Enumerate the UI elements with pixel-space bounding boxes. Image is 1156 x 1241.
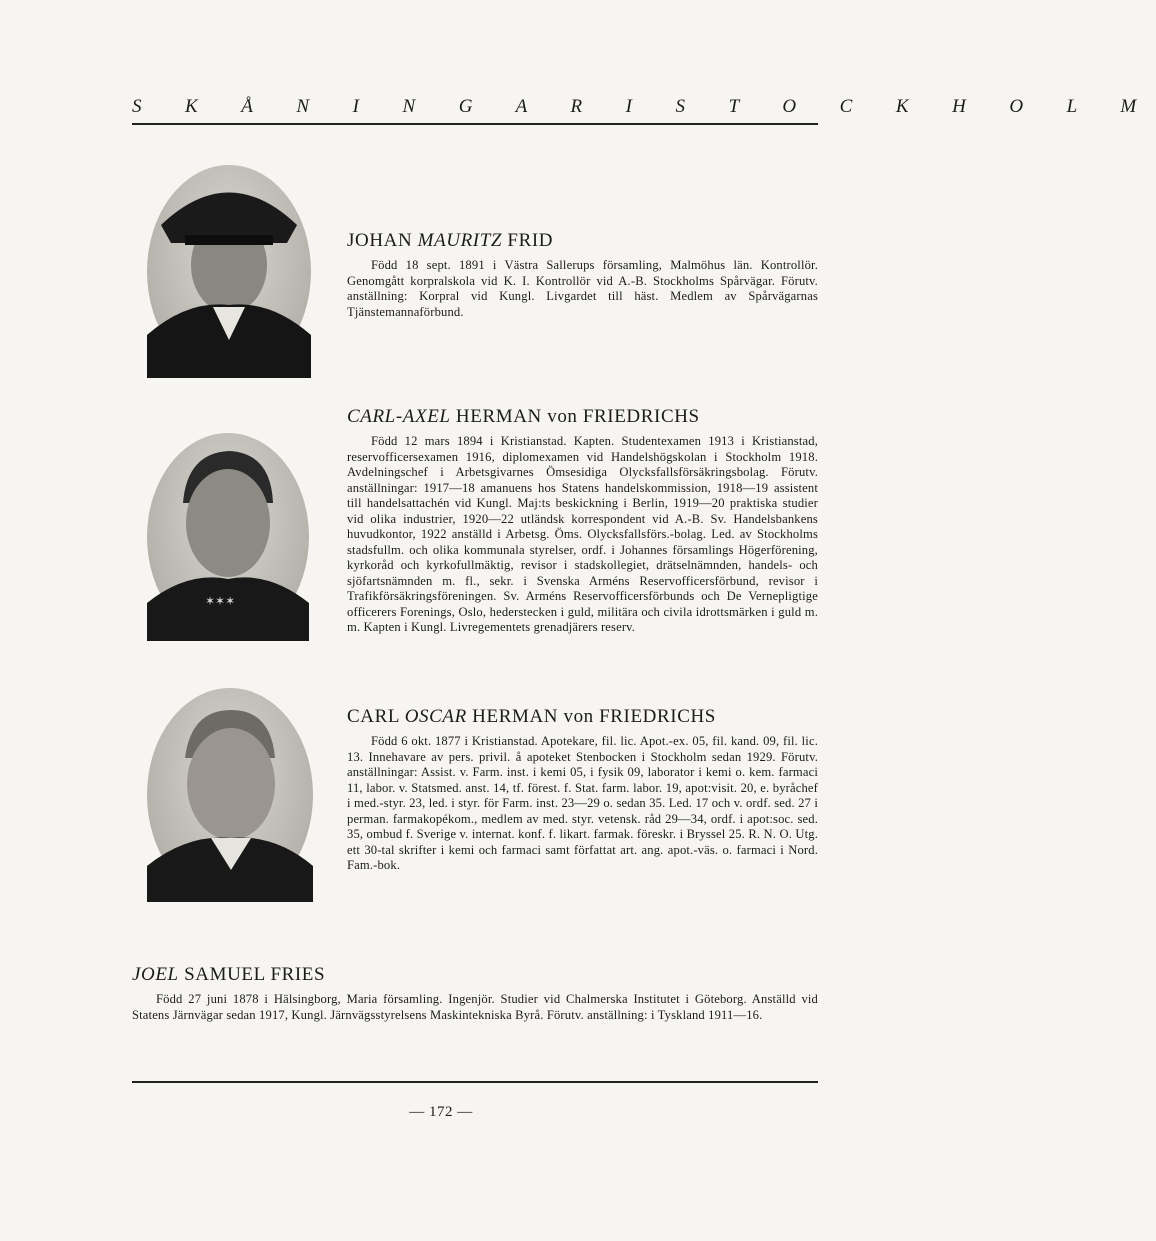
person-name: JOHAN MAURITZ FRID	[347, 230, 554, 251]
svg-text:✶✶✶: ✶✶✶	[205, 594, 236, 608]
page-number: — 172 —	[409, 1104, 473, 1120]
biography-entry	[347, 230, 818, 320]
biography-entry	[347, 406, 818, 636]
biography-text: Född 18 sept. 1891 i Västra Sallerups församling, Malmöhus län. Kontrollör. Genomgått korpralskola vid K. I. Kontrollör vid A.-B. Stockholms Spårvägar. Förutv. anställning: Korpral vid Kungl. Livgardet till häst. Medlem av Spårvägarnas Tjänstemannaförbund.	[347, 258, 818, 319]
biography-text: Född 6 okt. 1877 i Kristianstad. Apotekare, fil. lic. Apot.-ex. 05, fil. kand. 09, fil. lic. 13. Innehavare av pers. privil. å apoteket Stenbocken i Stockholm sedan 1929. Förutv. anställningar: Assist. v. Farm. inst. i kemi 05, i fysik 09, laborator i kemi o. kem. farmaci 11, labor. v. Statsmed. anst. 14, tf. förest. f. Stat. farm. labor. 19, apot:visit. 20, e. byråchef i med.-styr. 23, led. i styr. för Farm. inst. 23—29 o. sedan 35. Led. 17 och v. ordf. sed. 27 i perman. farmakopékom., medlem av med. styr. vetensk. råd 29—34, ordf. i apot:soc. sed. 35, ombud f. Sverige v. internat. konf. f. likart. farmak. föreskr. i Bryssel 25. R. N. O. Utg. ett 30-tal skrifter i kemi och farmaci samt författat art. ang. apot.-väs. o. farmaci i Nord. Fam.-bok.	[347, 734, 818, 872]
footer-rule	[132, 1081, 818, 1083]
portrait-photo-johan-frid	[147, 165, 311, 378]
portrait-photo-carl-axel-von-friedrichs	[147, 433, 309, 641]
biography-entry	[347, 706, 818, 874]
header-rule	[132, 123, 818, 125]
running-head: S K Å N I N G A R I S T O C K H O L M	[132, 96, 1156, 117]
person-name: CARL-AXEL HERMAN von FRIEDRICHS	[347, 406, 700, 427]
person-name: CARL OSCAR HERMAN von FRIEDRICHS	[347, 706, 716, 727]
biography-text: Född 27 juni 1878 i Hälsingborg, Maria församling. Ingenjör. Studier vid Chalmerska Institutet i Göteborg. Anställd vid Statens Järnvägar sedan 1917, Kungl. Järnvägsstyrelsens Maskintekniska Byrå. Förutv. anställning: i Tyskland 1911—16.	[132, 992, 818, 1022]
portrait-photo-carl-oscar-von-friedrichs	[147, 688, 313, 902]
person-name: JOEL SAMUEL FRIES	[132, 964, 326, 985]
biography-text: Född 12 mars 1894 i Kristianstad. Kapten. Studentexamen 1913 i Kristianstad, reservofficersexamen 1916, diplomexamen vid Handelshögskolan i Stockholm 1918. Avdelningschef i Arbetsgivarnes Ömsesidiga Olycksfallsförsäkringsbolag. Förutv. anställningar: 1917—18 amanuens hos Statens handelskommission, 1918—19 assistent till handelsattachén vid Kungl. Maj:ts beskickning i Berlin, 1919—20 praktiska studier vid olika industrier, 1920—22 utländsk korrespondent vid A.-B. Sv. Handelsbankens huvudkontor, 1922 anställd i Arbetsg. Öms. Olycksfallsförs.-bolag. Led. av Stockholms stadsfullm. och olika kommunala styrelser, ordf. i Johannes församlings Högerförening, kyrkoråd och kyrkofullmäktig, revisor i stadskollegiet, drätselnämnden, handels- och sjöfartsnämnden m. fl., sekr. i Svenska Arméns Reservofficersförbund, revisor i Trafikförsäkringsföreningen. Sv. Arméns Reservofficersförbunds och De Vernepligtige officerers Forenings, Oslo, hederstecken i guld, militära och civila idrottsmärken i guld m. m. Kapten i Kungl. Livregementets grenadjärers reserv.	[347, 434, 818, 634]
biography-entry	[132, 964, 818, 1023]
